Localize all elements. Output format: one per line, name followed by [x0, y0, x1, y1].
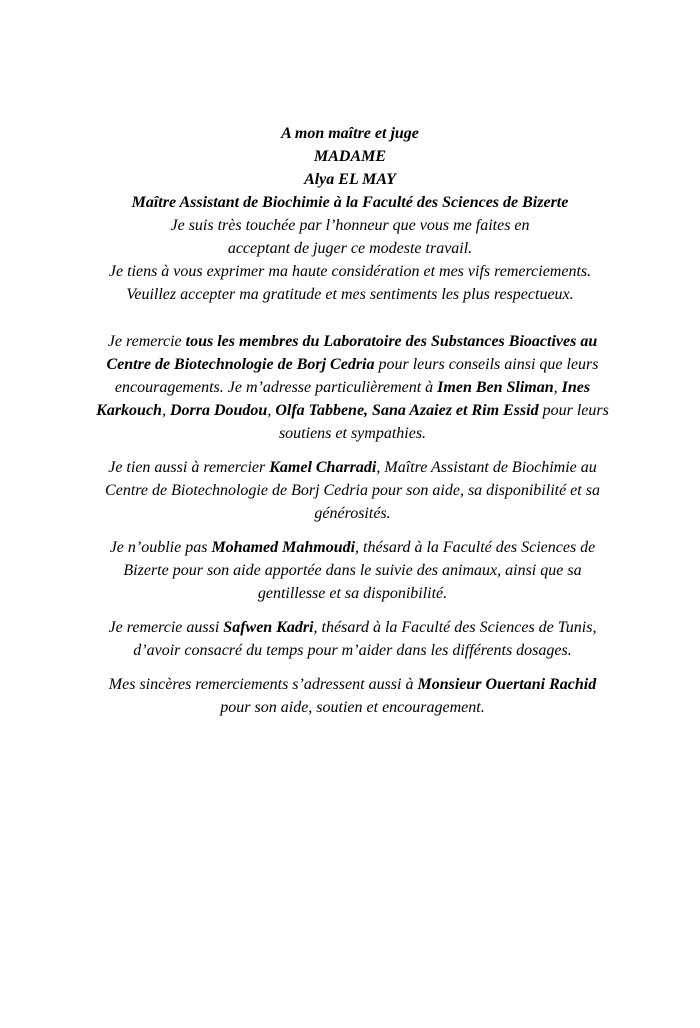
bold-run: Monsieur Ouertani Rachid	[417, 676, 597, 693]
paragraph-line	[80, 673, 625, 696]
paragraph-line	[80, 376, 625, 399]
dedication-text-line: Veuillez accepter ma gratitude et mes sentiments les plus respectueux.	[126, 286, 574, 303]
paragraph-lab-members	[80, 330, 625, 445]
paragraph-line: Bizerte pour son aide apportée dans le suivie des animaux, ainsi que sa	[123, 562, 582, 579]
bold-run: Ines	[561, 379, 591, 396]
acknowledgements-body	[80, 330, 625, 730]
text-run: , thésard à la Faculté des Sciences de Tunis,	[313, 619, 597, 636]
paragraph-line: pour son aide, soutien et encouragement.	[220, 699, 485, 716]
paragraph-line: soutiens et sympathies.	[278, 425, 427, 442]
paragraph-line: gentillesse et sa disponibilité.	[257, 585, 448, 602]
paragraph-line	[80, 456, 625, 479]
text-run: Mes sincères remerciements s’adressent aussi à	[108, 676, 418, 693]
bold-run: Mohamed Mahmoudi	[211, 539, 356, 556]
bold-run: Olfa Tabbene, Sana Azaiez et Rim Essid	[275, 402, 539, 419]
dedication-text-line: Je suis très touchée par l’honneur que vous me faites en	[170, 217, 530, 234]
text-run: , thésard à la Faculté des Sciences de	[355, 539, 596, 556]
text-run: Je remercie aussi	[108, 619, 224, 636]
paragraph-line	[80, 353, 625, 376]
paragraph-ouertani	[80, 673, 625, 719]
paragraph-line	[69, 399, 636, 422]
dedication-text-line: Je tiens à vous exprimer ma haute considération et mes vifs remerciements.	[108, 263, 592, 280]
text-run: , Maître Assistant de Biochimie au	[376, 459, 597, 476]
bold-run: Imen Ben Sliman	[437, 379, 554, 396]
dedication-block	[0, 122, 700, 306]
text-run: Je remercie	[107, 333, 186, 350]
paragraph-line	[80, 330, 625, 353]
paragraph-line: d’avoir consacré du temps pour m’aider dans les différents dosages.	[133, 642, 572, 659]
bold-run: Safwen Kadri	[223, 619, 314, 636]
text-run: pour leurs	[538, 402, 609, 419]
dedication-text-line: acceptant de juger ce modeste travail.	[227, 240, 473, 257]
text-run: Je n’oublie pas	[109, 539, 212, 556]
paragraph-line: générosités.	[314, 505, 391, 522]
text-run: ,	[553, 379, 562, 396]
text-run: pour leurs conseils ainsi que leurs	[374, 356, 599, 373]
bold-run: Centre de Biotechnologie de Borj Cedria	[106, 356, 375, 373]
dedication-title: MADAME	[313, 148, 387, 165]
text-run: Je tien aussi à remercier	[108, 459, 270, 476]
paragraph-mohamed	[80, 536, 625, 605]
bold-run: tous les membres du Laboratoire des Substances Bioactives au	[185, 333, 598, 350]
dedication-position: Maître Assistant de Biochimie à la Faculté des Sciences de Bizerte	[131, 194, 569, 211]
bold-run: Karkouch	[96, 402, 162, 419]
dedication-name: Alya EL MAY	[304, 171, 396, 188]
paragraph-kamel	[80, 456, 625, 525]
paragraph-safwen	[80, 616, 625, 662]
text-run: ,	[267, 402, 276, 419]
paragraph-line: Centre de Biotechnologie de Borj Cedria pour son aide, sa disponibilité et sa	[105, 482, 600, 499]
text-run: encouragements. Je m’adresse particulièrement à	[114, 379, 438, 396]
paragraph-line	[80, 536, 625, 559]
bold-run: Kamel Charradi	[269, 459, 377, 476]
dedication-heading: A mon maître et juge	[281, 125, 419, 142]
text-run: ,	[161, 402, 170, 419]
paragraph-line	[80, 616, 625, 639]
bold-run: Dorra Doudou	[169, 402, 268, 419]
